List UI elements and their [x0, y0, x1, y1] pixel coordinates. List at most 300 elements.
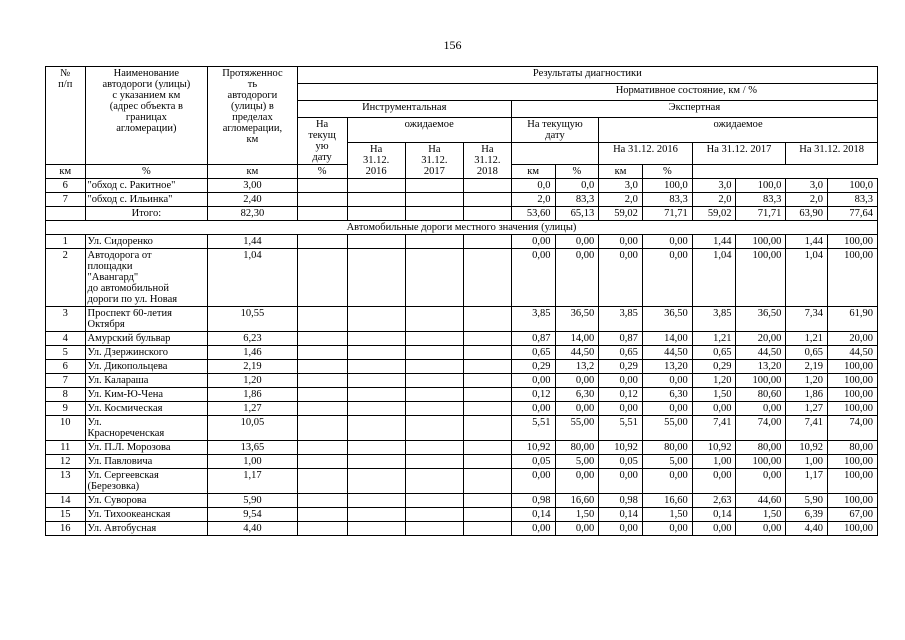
value-km: 2,19: [786, 360, 828, 374]
instrumental-cell: [347, 374, 405, 388]
instrumental-cell: [464, 346, 512, 360]
instrumental-cell: [464, 494, 512, 508]
value-pct: 13,20: [736, 360, 786, 374]
instrumental-cell: [405, 508, 463, 522]
value-pct: 74,00: [736, 416, 786, 441]
row-num: 12: [46, 455, 86, 469]
header-km: км: [511, 165, 555, 179]
section-title: Автомобильные дороги местного значения (улицы): [46, 221, 878, 235]
table-row: [46, 235, 878, 249]
value-pct: 44,50: [736, 346, 786, 360]
instrumental-cell: [297, 388, 347, 402]
instrumental-cell: [297, 193, 347, 207]
header-pct: %: [555, 165, 599, 179]
value-km: 2,0: [786, 193, 828, 207]
instrumental-cell: [405, 441, 463, 455]
instrumental-cell: [347, 455, 405, 469]
instrumental-cell: [464, 207, 512, 221]
table-row: [46, 179, 878, 193]
header-name: Наименование автодороги (улицы) с указанием км (адрес объекта в границах агломерации): [85, 67, 208, 165]
value-pct: 5,00: [555, 455, 599, 469]
instrumental-cell: [297, 374, 347, 388]
value-km: 0,00: [511, 402, 555, 416]
value-pct: 0,00: [555, 249, 599, 307]
road-name: Ул. Суворова: [85, 494, 208, 508]
road-length: 1,17: [208, 469, 297, 494]
value-pct: 100,00: [827, 249, 877, 307]
road-name: Ул. Краснореченская: [85, 416, 208, 441]
instrumental-cell: [347, 235, 405, 249]
value-pct: 100,00: [827, 388, 877, 402]
road-name: Ул. П.Л. Морозова: [85, 441, 208, 455]
value-pct: 0,00: [736, 522, 786, 536]
road-name: Ул. Ким-Ю-Чена: [85, 388, 208, 402]
instrumental-cell: [405, 179, 463, 193]
table-row: [46, 193, 878, 207]
value-km: 0,29: [692, 360, 736, 374]
value-pct: 0,00: [642, 235, 692, 249]
table-row: [46, 332, 878, 346]
value-km: 0,05: [511, 455, 555, 469]
header-spacer: [511, 143, 598, 165]
value-km: 2,0: [511, 193, 555, 207]
value-km: 0,00: [511, 522, 555, 536]
value-pct: 55,00: [642, 416, 692, 441]
instrumental-cell: [297, 307, 347, 332]
value-km: 59,02: [599, 207, 643, 221]
road-length: 3,00: [208, 179, 297, 193]
instrumental-cell: [297, 249, 347, 307]
value-pct: 0,00: [555, 469, 599, 494]
header-expert: Экспертная: [511, 101, 877, 118]
road-length: 13,65: [208, 441, 297, 455]
instrumental-cell: [405, 522, 463, 536]
value-pct: 55,00: [555, 416, 599, 441]
header-current-date: На текущ ую дату: [297, 118, 347, 165]
value-km: 2,63: [692, 494, 736, 508]
value-km: 1,50: [692, 388, 736, 402]
value-pct: 80,00: [827, 441, 877, 455]
row-num: 6: [46, 179, 86, 193]
instrumental-cell: [464, 416, 512, 441]
instrumental-cell: [297, 508, 347, 522]
header-pct: %: [85, 165, 208, 179]
road-length: 1,86: [208, 388, 297, 402]
header-d2017: На 31.12. 2017: [405, 143, 463, 179]
header-d2016: На 31.12. 2016: [347, 143, 405, 179]
value-km: 3,0: [599, 179, 643, 193]
total-label: Итого:: [85, 207, 208, 221]
value-km: 0,00: [692, 402, 736, 416]
road-name: Ул. Сергеевская (Березовка): [85, 469, 208, 494]
value-km: 0,87: [599, 332, 643, 346]
instrumental-cell: [347, 249, 405, 307]
value-km: 7,41: [786, 416, 828, 441]
instrumental-cell: [405, 469, 463, 494]
row-num: 14: [46, 494, 86, 508]
road-length: 5,90: [208, 494, 297, 508]
table-row: [46, 469, 878, 494]
value-km: 5,51: [511, 416, 555, 441]
instrumental-cell: [464, 235, 512, 249]
instrumental-cell: [464, 522, 512, 536]
value-km: 59,02: [692, 207, 736, 221]
instrumental-cell: [464, 455, 512, 469]
header-km: км: [208, 165, 297, 179]
value-km: 1,44: [692, 235, 736, 249]
value-km: 0,00: [511, 374, 555, 388]
instrumental-cell: [347, 179, 405, 193]
value-pct: 1,50: [642, 508, 692, 522]
row-num: 2: [46, 249, 86, 307]
section-row: [46, 221, 878, 235]
instrumental-cell: [297, 207, 347, 221]
value-km: 0,65: [599, 346, 643, 360]
road-length: 2,19: [208, 360, 297, 374]
header-e2016: На 31.12. 2016: [599, 143, 693, 165]
table-row: [46, 522, 878, 536]
value-pct: 16,60: [555, 494, 599, 508]
instrumental-cell: [405, 416, 463, 441]
instrumental-cell: [464, 374, 512, 388]
instrumental-cell: [405, 360, 463, 374]
value-pct: 100,00: [827, 374, 877, 388]
instrumental-cell: [347, 416, 405, 441]
value-pct: 61,90: [827, 307, 877, 332]
instrumental-cell: [464, 469, 512, 494]
value-km: 1,27: [786, 402, 828, 416]
header-pct: %: [297, 165, 347, 179]
road-length: 1,20: [208, 374, 297, 388]
road-length: 1,04: [208, 249, 297, 307]
instrumental-cell: [464, 360, 512, 374]
row-num: 3: [46, 307, 86, 332]
value-km: 0,98: [599, 494, 643, 508]
value-pct: 100,00: [827, 455, 877, 469]
value-pct: 14,00: [555, 332, 599, 346]
table-row: [46, 360, 878, 374]
value-km: 1,20: [786, 374, 828, 388]
value-pct: 6,30: [642, 388, 692, 402]
value-km: 1,21: [692, 332, 736, 346]
row-num: 4: [46, 332, 86, 346]
value-km: 0,00: [599, 522, 643, 536]
value-pct: 36,50: [555, 307, 599, 332]
value-km: 0,00: [511, 469, 555, 494]
value-km: 0,00: [599, 374, 643, 388]
table-row: [46, 416, 878, 441]
value-pct: 6,30: [555, 388, 599, 402]
value-km: 1,44: [786, 235, 828, 249]
page-number: 156: [443, 38, 462, 52]
table-row: [46, 346, 878, 360]
row-num: 15: [46, 508, 86, 522]
value-km: 1,04: [786, 249, 828, 307]
instrumental-cell: [297, 332, 347, 346]
value-km: 53,60: [511, 207, 555, 221]
value-pct: 100,00: [827, 360, 877, 374]
road-name: Ул. Дзержинского: [85, 346, 208, 360]
value-km: 0,12: [599, 388, 643, 402]
table-row: [46, 249, 878, 307]
value-km: 0,00: [511, 249, 555, 307]
value-pct: 83,3: [827, 193, 877, 207]
value-km: 1,00: [786, 455, 828, 469]
row-num: 8: [46, 388, 86, 402]
value-pct: 44,60: [736, 494, 786, 508]
table-row: [46, 402, 878, 416]
value-pct: 83,3: [555, 193, 599, 207]
instrumental-cell: [464, 388, 512, 402]
value-km: 3,85: [599, 307, 643, 332]
value-pct: 0,00: [555, 374, 599, 388]
instrumental-cell: [405, 455, 463, 469]
road-length: 9,54: [208, 508, 297, 522]
road-name: Ул. Калараша: [85, 374, 208, 388]
value-km: 0,14: [692, 508, 736, 522]
instrumental-cell: [405, 307, 463, 332]
table-row: [46, 374, 878, 388]
instrumental-cell: [464, 508, 512, 522]
value-km: 0,87: [511, 332, 555, 346]
value-pct: 100,00: [736, 374, 786, 388]
value-pct: 71,71: [642, 207, 692, 221]
value-km: 0,98: [511, 494, 555, 508]
road-name: Ул. Космическая: [85, 402, 208, 416]
value-km: 0,29: [599, 360, 643, 374]
value-pct: 0,00: [642, 469, 692, 494]
value-pct: 0,00: [736, 402, 786, 416]
row-num-cell: [46, 207, 86, 221]
instrumental-cell: [347, 207, 405, 221]
header-normative: Нормативное состояние, км / %: [297, 84, 877, 101]
instrumental-cell: [297, 346, 347, 360]
instrumental-cell: [464, 179, 512, 193]
value-pct: 67,00: [827, 508, 877, 522]
header-km: км: [46, 165, 86, 179]
instrumental-cell: [464, 441, 512, 455]
road-length: 4,40: [208, 522, 297, 536]
road-length: 10,05: [208, 416, 297, 441]
row-num: 10: [46, 416, 86, 441]
road-name: Ул. Дикопольцева: [85, 360, 208, 374]
road-name: "обход с. Ильинка": [85, 193, 208, 207]
road-name: "обход с. Ракитное": [85, 179, 208, 193]
value-pct: 0,00: [642, 402, 692, 416]
header-e2018: На 31.12. 2018: [786, 143, 878, 165]
value-pct: 100,00: [736, 455, 786, 469]
value-pct: 20,00: [736, 332, 786, 346]
value-pct: 0,00: [555, 522, 599, 536]
value-pct: 100,00: [736, 235, 786, 249]
value-km: 0,14: [511, 508, 555, 522]
value-km: 0,00: [599, 402, 643, 416]
value-km: 3,85: [692, 307, 736, 332]
road-length: 1,27: [208, 402, 297, 416]
row-num: 7: [46, 193, 86, 207]
value-pct: 100,00: [827, 494, 877, 508]
value-km: 0,0: [511, 179, 555, 193]
value-pct: 36,50: [736, 307, 786, 332]
table-row: [46, 388, 878, 402]
value-pct: 0,00: [555, 402, 599, 416]
instrumental-cell: [297, 416, 347, 441]
instrumental-cell: [405, 494, 463, 508]
header-expert-expected: ожидаемое: [599, 118, 878, 143]
table-row: [46, 307, 878, 332]
value-pct: 71,71: [736, 207, 786, 221]
value-km: 0,65: [511, 346, 555, 360]
instrumental-cell: [464, 402, 512, 416]
instrumental-cell: [297, 235, 347, 249]
table-row: [46, 494, 878, 508]
value-km: 5,90: [786, 494, 828, 508]
value-km: 3,85: [511, 307, 555, 332]
value-km: 0,65: [692, 346, 736, 360]
road-length: 1,00: [208, 455, 297, 469]
value-km: 6,39: [786, 508, 828, 522]
value-pct: 44,50: [555, 346, 599, 360]
value-pct: 80,00: [555, 441, 599, 455]
value-km: 1,00: [692, 455, 736, 469]
instrumental-cell: [405, 235, 463, 249]
value-pct: 80,60: [736, 388, 786, 402]
instrumental-cell: [405, 402, 463, 416]
value-pct: 100,0: [827, 179, 877, 193]
instrumental-cell: [347, 522, 405, 536]
value-pct: 0,0: [555, 179, 599, 193]
instrumental-cell: [297, 494, 347, 508]
row-num: 16: [46, 522, 86, 536]
value-pct: 44,50: [827, 346, 877, 360]
instrumental-cell: [347, 469, 405, 494]
instrumental-cell: [405, 207, 463, 221]
value-km: 7,41: [692, 416, 736, 441]
header-instrumental: Инструментальная: [297, 101, 511, 118]
value-pct: 20,00: [827, 332, 877, 346]
value-pct: 65,13: [555, 207, 599, 221]
instrumental-cell: [297, 179, 347, 193]
value-km: 1,20: [692, 374, 736, 388]
instrumental-cell: [405, 374, 463, 388]
instrumental-cell: [347, 402, 405, 416]
value-pct: 13,2: [555, 360, 599, 374]
instrumental-cell: [464, 193, 512, 207]
row-num: 11: [46, 441, 86, 455]
instrumental-cell: [347, 388, 405, 402]
value-km: 7,34: [786, 307, 828, 332]
road-name: Проспект 60-летия Октября: [85, 307, 208, 332]
road-length: 82,30: [208, 207, 297, 221]
value-pct: 83,3: [736, 193, 786, 207]
value-pct: 100,0: [736, 179, 786, 193]
road-length: 1,46: [208, 346, 297, 360]
header-expert-current: На текущую дату: [511, 118, 598, 143]
value-km: 0,14: [599, 508, 643, 522]
instrumental-cell: [297, 469, 347, 494]
value-pct: 100,0: [642, 179, 692, 193]
value-pct: 80,00: [642, 441, 692, 455]
value-km: 0,00: [511, 235, 555, 249]
diagnostics-table: [45, 66, 878, 536]
value-pct: 0,00: [642, 249, 692, 307]
instrumental-cell: [297, 522, 347, 536]
value-km: 1,17: [786, 469, 828, 494]
value-km: 1,86: [786, 388, 828, 402]
value-km: 0,12: [511, 388, 555, 402]
value-km: 10,92: [786, 441, 828, 455]
value-km: 0,29: [511, 360, 555, 374]
instrumental-cell: [405, 388, 463, 402]
value-pct: 5,00: [642, 455, 692, 469]
value-pct: 100,00: [827, 235, 877, 249]
instrumental-cell: [347, 441, 405, 455]
value-km: 2,0: [692, 193, 736, 207]
header-expected: ожидаемое: [347, 118, 511, 143]
row-num: 13: [46, 469, 86, 494]
value-pct: 74,00: [827, 416, 877, 441]
value-pct: 13,20: [642, 360, 692, 374]
table-row: [46, 441, 878, 455]
value-pct: 100,00: [827, 402, 877, 416]
road-name: Ул. Автобусная: [85, 522, 208, 536]
instrumental-cell: [347, 346, 405, 360]
value-pct: 1,50: [555, 508, 599, 522]
value-km: 0,65: [786, 346, 828, 360]
instrumental-cell: [297, 441, 347, 455]
value-pct: 100,00: [827, 522, 877, 536]
instrumental-cell: [464, 332, 512, 346]
road-name: Ул. Павловича: [85, 455, 208, 469]
instrumental-cell: [347, 332, 405, 346]
row-num: 9: [46, 402, 86, 416]
table-row: [46, 455, 878, 469]
road-length: 10,55: [208, 307, 297, 332]
road-name: Амурский бульвар: [85, 332, 208, 346]
value-km: 3,0: [786, 179, 828, 193]
value-pct: 83,3: [642, 193, 692, 207]
value-km: 0,00: [599, 249, 643, 307]
instrumental-cell: [347, 508, 405, 522]
value-pct: 0,00: [555, 235, 599, 249]
value-km: 3,0: [692, 179, 736, 193]
instrumental-cell: [347, 360, 405, 374]
value-km: 10,92: [511, 441, 555, 455]
instrumental-cell: [347, 193, 405, 207]
value-km: 0,00: [599, 469, 643, 494]
instrumental-cell: [405, 346, 463, 360]
value-km: 5,51: [599, 416, 643, 441]
value-pct: 44,50: [642, 346, 692, 360]
road-length: 1,44: [208, 235, 297, 249]
value-km: 0,00: [599, 235, 643, 249]
header-km: км: [599, 165, 643, 179]
instrumental-cell: [297, 360, 347, 374]
row-num: 1: [46, 235, 86, 249]
header-num: № п/п: [46, 67, 86, 165]
instrumental-cell: [464, 249, 512, 307]
value-km: 2,0: [599, 193, 643, 207]
value-pct: 1,50: [736, 508, 786, 522]
instrumental-cell: [464, 307, 512, 332]
value-km: 63,90: [786, 207, 828, 221]
value-pct: 14,00: [642, 332, 692, 346]
row-num: 6: [46, 360, 86, 374]
road-length: 6,23: [208, 332, 297, 346]
road-name: Ул. Тихоокеанская: [85, 508, 208, 522]
instrumental-cell: [405, 249, 463, 307]
value-pct: 77,64: [827, 207, 877, 221]
